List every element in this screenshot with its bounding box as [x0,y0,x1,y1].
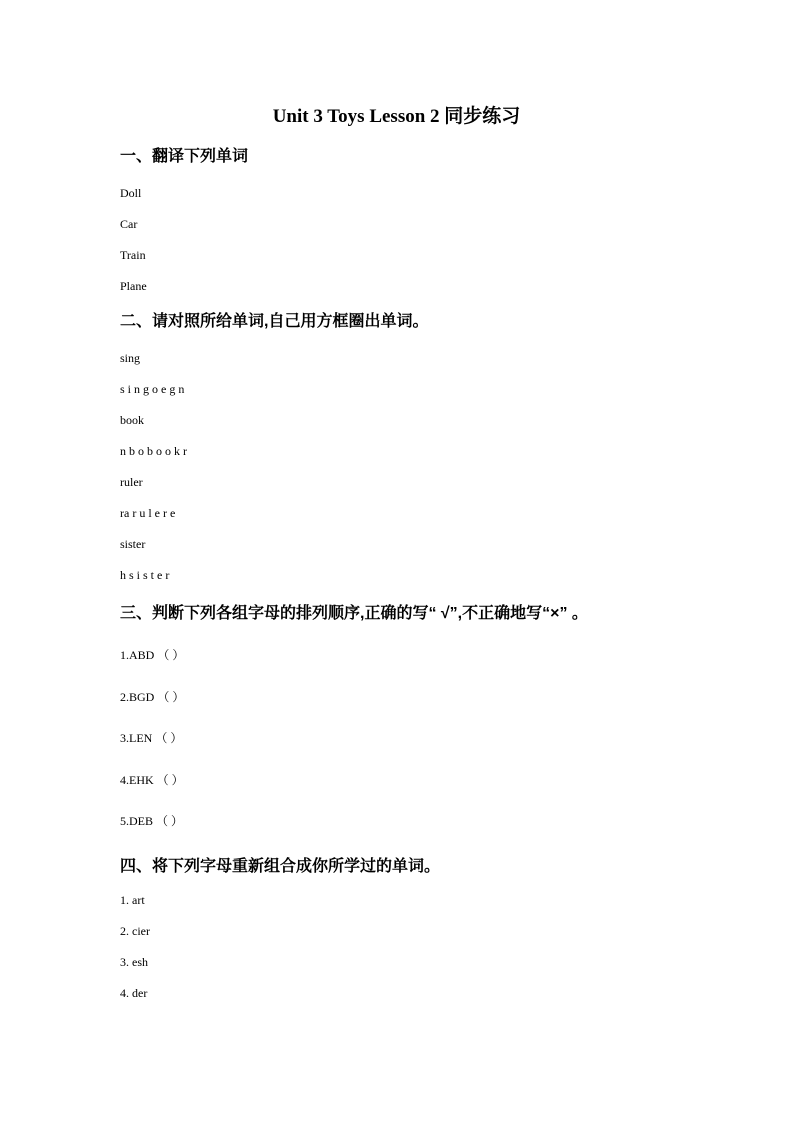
section-4-lines [120,885,673,1009]
section-3-heading: 三、判断下列各组字母的排列顺序,正确的写“ √”,不正确地写“×” 。 [120,605,588,622]
text-line: s i n g o e g n [120,382,185,396]
section-1-heading: 一、翻译下列单词 [120,148,249,165]
document-title: Unit 3 Toys Lesson 2 同步练习 [272,106,521,127]
section-1-lines [120,178,673,302]
text-line: 1.ABD （ ） [120,648,185,662]
text-line: 2. cier [120,923,150,938]
text-line: ra r u l e r e [120,506,176,520]
section-2-heading: 二、请对照所给单词,自己用方框圈出单词。 [120,313,429,330]
text-line: 3. esh [120,954,148,969]
text-line: 5.DEB （ ） [120,814,184,828]
text-line: 3.LEN （ ） [120,731,183,745]
section-4-heading: 四、将下列字母重新组合成你所学过的单词。 [120,857,441,875]
text-line: Plane [120,279,147,293]
text-line: book [120,413,144,427]
text-line: h s i s t e r [120,568,170,582]
text-line: 1. art [120,892,145,907]
text-line: n b o b o o k r [120,444,187,458]
text-line: 4.EHK （ ） [120,772,184,787]
section-3-lines [120,635,673,843]
text-line: Doll [120,186,142,200]
text-line: Car [120,217,138,231]
text-line: 2.BGD （ ） [120,689,185,704]
text-line: Train [120,248,146,262]
section-2-lines [120,343,673,591]
text-line: 4. der [120,985,148,1000]
text-line: sister [120,537,146,551]
text-line: sing [120,351,141,365]
text-line: ruler [120,475,143,489]
